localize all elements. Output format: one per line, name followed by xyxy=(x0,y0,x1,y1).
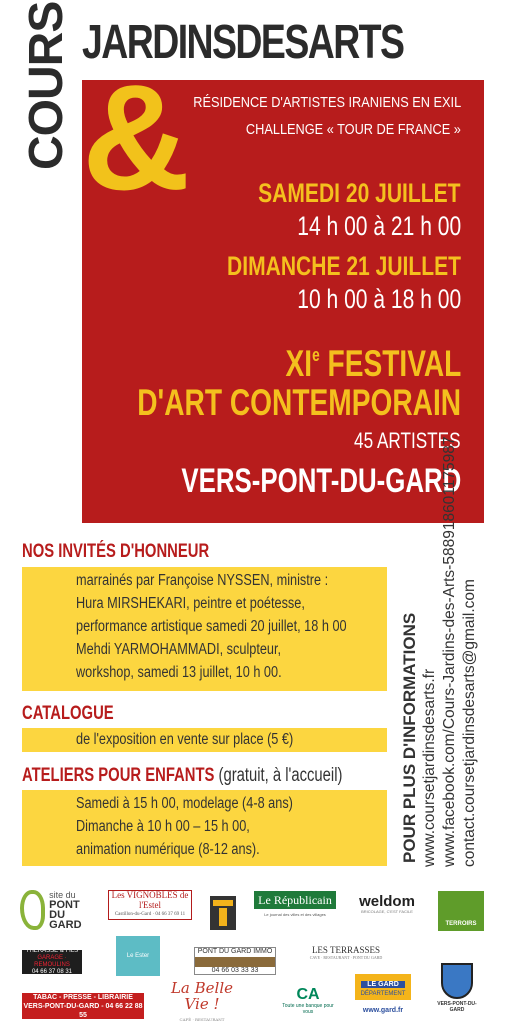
ateliers-title: ATELIERS POUR ENFANTS (gratuit, à l'accueil) xyxy=(22,765,343,786)
swirl-icon xyxy=(20,890,45,930)
ff-logo-icon xyxy=(210,896,236,930)
cours-title: COURS xyxy=(20,1,73,170)
bridge-icon xyxy=(195,957,275,967)
artists-count: 45 ARTISTES xyxy=(354,428,461,453)
vignobles-logo: Les VIGNOBLES de l'Estel Castillon-du-Gard · 04 66 37 69 11 xyxy=(108,890,192,920)
guests-line: Hura MIRSHEKARI, peintre et poétesse, xyxy=(76,595,305,612)
guests-line: Mehdi YARMOHAMMADI, sculpteur, xyxy=(76,641,282,658)
weldom-logo: weldom BRICOLAGE, C'EST FACILE xyxy=(359,893,415,914)
day2-title: DIMANCHE 21 JUILLET xyxy=(226,251,461,281)
ampersand: & xyxy=(82,53,191,221)
ateliers-line: Dimanche à 10 h 00 – 15 h 00, xyxy=(76,818,250,835)
ateliers-line: animation numérique (8-12 ans). xyxy=(76,841,260,858)
gard-site-link[interactable]: www.gard.fr xyxy=(362,1006,404,1014)
info-website[interactable]: www.coursetjardinsdesarts.fr xyxy=(421,668,438,867)
day2-hours: 10 h 00 à 18 h 00 xyxy=(297,284,461,314)
info-title: POUR PLUS D'INFORMATIONS xyxy=(400,612,419,863)
place-name: VERS-PONT-DU-GARD xyxy=(181,462,461,500)
info-facebook[interactable]: www.facebook.com/Cours-Jardins-des-Arts-588918601175987 xyxy=(441,436,458,867)
guests-line: performance artistique samedi 20 juillet, 18 h 00 xyxy=(76,618,347,635)
jardins-title: JARDINSDESARTS xyxy=(82,16,404,69)
republicain-logo: Le Républicain Le journal des villes et des villages xyxy=(254,891,336,921)
info-email[interactable]: contact.coursetjardinsdesarts@gmail.com xyxy=(461,579,478,867)
therasse-logo: THERASSE & FILS GARAGE · REMOULINS 04 66 37 08 31 xyxy=(22,950,82,974)
vers-pont-du-gard-logo: VERS-PONT-DU-GARD xyxy=(432,962,482,1014)
festival-line2: D'ART CONTEMPORAIN xyxy=(137,382,461,423)
residence-line: RÉSIDENCE D'ARTISTES IRANIENS EN EXIL xyxy=(193,94,461,111)
shield-icon xyxy=(441,963,473,999)
credit-agricole-logo: CA Toute une banque pour vous xyxy=(282,986,334,1015)
guests-line: workshop, samedi 13 juillet, 10 h 00. xyxy=(76,664,282,681)
day1-hours: 14 h 00 à 21 h 00 xyxy=(297,211,461,241)
catalogue-text: de l'exposition en vente sur place (5 €) xyxy=(76,731,294,748)
guests-line: marrainés par Françoise NYSSEN, ministre : xyxy=(76,572,329,589)
tabac-logo: TABAC - PRESSE - LIBRAIRIE VERS-PONT-DU-GARD - 04 66 22 88 55 xyxy=(23,993,143,1019)
pont-du-gard-logo: site du PONT DU GARD xyxy=(20,888,98,932)
terroirs-logo: TERROIRS xyxy=(438,891,484,931)
terrasses-logo: LES TERRASSES CAVE · RESTAURANT · PONT DU GARD xyxy=(309,944,383,960)
ateliers-line: Samedi à 15 h 00, modelage (4-8 ans) xyxy=(76,795,293,812)
immo-logo: PONT DU GARD IMMO 04 66 03 33 33 xyxy=(194,947,276,975)
day1-title: SAMEDI 20 JUILLET xyxy=(258,178,461,208)
belle-vie-logo: La Belle Vie ! CAFÉ · RESTAURANT xyxy=(170,979,234,1022)
ester-logo: Le Ester xyxy=(116,936,160,976)
festival-line1: XIe FESTIVAL xyxy=(285,343,461,384)
challenge-line: CHALLENGE « TOUR DE FRANCE » xyxy=(246,121,461,138)
guests-title: NOS INVITÉS D'HONNEUR xyxy=(22,541,210,562)
gard-departement-logo: LE GARD DÉPARTEMENT xyxy=(355,974,411,1000)
catalogue-title: CATALOGUE xyxy=(22,703,114,724)
